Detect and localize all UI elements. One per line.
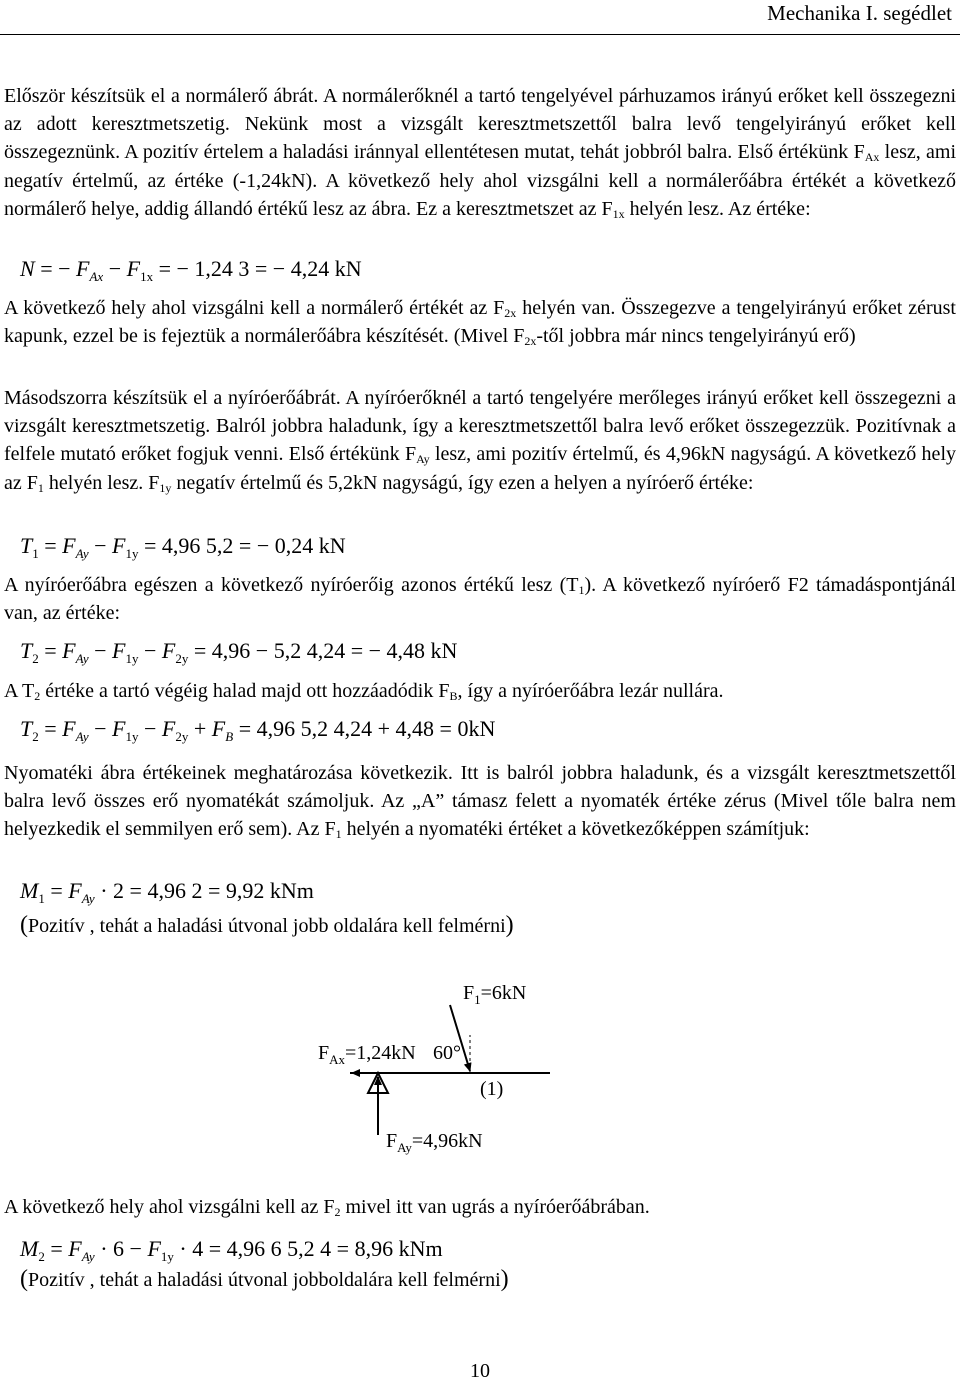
paragraph-moment-intro: Nyomatéki ábra értékeinek meghatározása következik. Itt is balról jobbra haladunk, és a vizsgált keresztmetszettől balra levő összes erő nyomatékát számoljuk. Az „A” támasz felett a nyomaték értéke zérus (Mivel tőle balra nem helyezkedik el semmilyen erő sem). Az $F_1$ helyén a nyomatéki értéket a következőképpen számítjuk: [4, 762, 956, 842]
formula-shear-closing: $T_2 = F_{Ay} - F_{1y} - F_{2y} + F_B = 4,96$ 5,2 4,24 + 4,48 = 0kN [20, 716, 496, 744]
paragraph-shear-force-intro: Másodszorra készítsük el a nyíróerőábrát. A nyíróerőknél a tartó tengelyére merőleges irányú erőket kell összegezni a vizsgált keresztmetszetig. Balról jobbra haladunk, így a keresztmetszettől balra levő erőket összegezzük. Pozitívnak a felfele mutató erőket fogjuk venni. Első értékünk $F_{Ay}$ lesz, ami pozitív értelmű, és 4,96kN nagyságú. A következő hely az $F_1$ helyén lesz. $F_{1y}$ negatív értelmű és 5,2kN nagyságú, így ezen a helyen a nyíróerő értéke: [4, 387, 956, 495]
formula-shear-t1: $T_1 = F_{Ay} - F_{1y} = 4,96$ 5,2 = − 0,24 kN [20, 533, 346, 561]
formula-normal-force: N = − $F_{Ax} - F_{1x}$ = − 1,24 3 = − 4,24 kN [20, 256, 362, 284]
paragraph-shear-next: A nyíróerőábra egészen a következő nyíróerőig azonos értékű lesz $(T_1)$. A következő nyíróerő F2 támadáspontjánál van, az értéke: [4, 574, 956, 625]
formula-shear-t2: $T_2 = F_{Ay} - F_{1y} - F_{2y} = 4,96 - 5,2$ 4,24 = − 4,48 kN [20, 638, 458, 666]
angle-label: 60° [433, 1042, 461, 1064]
paragraph-moment-next: A következő hely ahol vizsgálni kell az $F_2$ mivel itt van ugrás a nyíróerőábrában. [4, 1196, 650, 1219]
paragraph-normal-force-intro: Először készítsük el a normálerő ábrát. A normálerőknél a tartó tengelyével párhuzamos irányú erőket kell összegezni az adott keresztmetszetig. Nekünk most a vizsgált keresztmetszettől balra levő tengelyirányú erőket kell összegeznünk. A pozitív értelem a haladási iránnyal ellentétesen mutat, tehát jobbról balra. Első értékünk $F_{Ax}$ lesz, ami negatív értelmű, az értéke (-1,24kN). A következő hely ahol vizsgálni kell a normálerőábra értékét a következő normálerő helye, addig állandó értékű lesz az ábra. Ez a keresztmetszet az $F_{1x}$ helyén lesz. Az értéke: [4, 85, 956, 221]
page-number: 10 [470, 1360, 490, 1382]
node-label: (1) [480, 1078, 504, 1100]
formula-moment-m1-note: (Pozitív , tehát a haladási útvonal jobb oldalára kell felmérni) [20, 912, 514, 938]
paragraph-shear-close: A $T_2$ értéke a tartó végéig halad majd ott hozzáadódik $F_B$, így a nyíróerőábra lezár nullára. [4, 680, 724, 703]
formula-moment-m1: $M_1 = F_{Ay} \cdot 2 = 4,96$ 2 = 9,92 kNm [20, 878, 314, 906]
paragraph-normal-force-end: A következő hely ahol vizsgálni kell a normálerő értékét az $F_{2x}$ helyén van. Összegezve a tengelyirányú erőket zérust kapunk, ezzel be is fejeztük a normálerőábra készítését. (Mivel $F_{2x}$-től jobbra már nincs tengelyirányú erő) [4, 297, 956, 349]
fax-label: $F_{Ax}=1,24kN$ [318, 1042, 416, 1067]
formula-moment-m2: $M_2 = F_{Ay} \cdot 6 - F_{1y} \cdot 4 = 4,96$ 6 5,2 4 = 8,96 kNm [20, 1236, 443, 1264]
fay-label: $F_{Ay}=4,96kN$ [386, 1130, 483, 1155]
formula-moment-m2-note: (Pozitív , tehát a haladási útvonal jobboldalára kell felmérni) [20, 1266, 509, 1292]
page-header [0, 0, 960, 35]
header-title: Mechanika I. segédlet [767, 1, 952, 25]
f1-label: $F_1=6kN$ [463, 982, 527, 1007]
